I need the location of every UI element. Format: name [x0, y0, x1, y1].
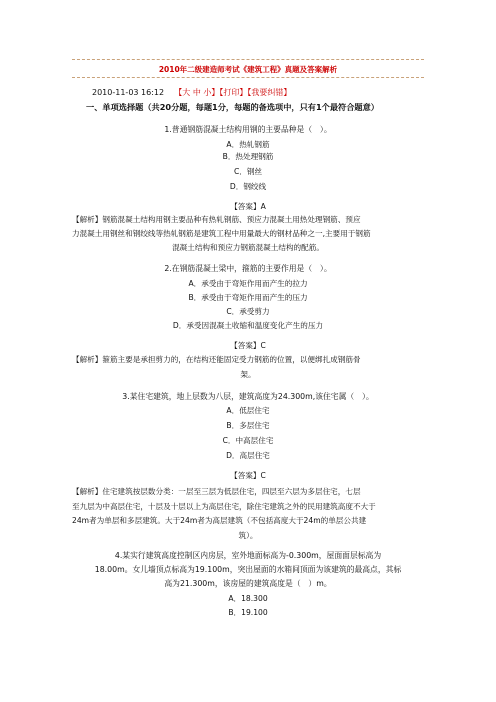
question-2-option-c: C．承受剪力 — [226, 307, 270, 316]
question-1-option-a: A．热轧钢筋 — [226, 140, 270, 149]
font-size-bracket-close: 】 — [211, 88, 220, 97]
question-3-answer: 【答案】C — [230, 471, 266, 480]
question-1-analysis-line: 【解析】钢筋混凝土结构用钢主要品种有热轧钢筋、预应力混凝土用热处理钢筋、预应 — [72, 215, 361, 224]
title-dashed-rule — [72, 77, 424, 78]
question-4-stem-line: 4.某实行建筑高度控制区内房层，室外地面标高为-0.300m，屋面面层标高为 — [114, 551, 382, 560]
question-2-analysis-line: 【解析】箍筋主要是承担剪力的，在结构还能固定受力钢筋的位置，以便绑扎成钢筋骨 — [72, 355, 361, 364]
question-4-option-a: A．18.300 — [228, 594, 268, 603]
question-2-stem: 2.在钢筋混凝土梁中，箍筋的主要作用是（ ）。 — [164, 264, 332, 273]
question-3-option-c: C．中高层住宅 — [222, 436, 274, 445]
question-3-stem: 3.某住宅建筑，地上层数为八层，建筑高度为24.300m,该住宅属（ ）。 — [122, 392, 374, 401]
question-2-option-d: D．承受因混凝土收缩和温度变化产生的压力 — [172, 321, 324, 330]
question-4-option-b: B．19.100 — [228, 608, 268, 617]
question-4-stem-line: 高为21.300m，该房屋的建筑高度是（ ）m。 — [164, 579, 332, 588]
top-dashed-rule — [72, 59, 424, 60]
question-4-stem-line: 18.00m。女儿墙顶点标高为19.100m，突出屋面的水箱间顶面为该建筑的最高点，其标 — [94, 565, 402, 574]
question-1-answer: 【答案】A — [230, 202, 266, 211]
question-3-analysis-line: 筑）。 — [238, 531, 258, 540]
question-2-option-b: B．承受由于弯矩作用而产生的压力 — [188, 293, 308, 302]
question-1-analysis-line: 力混凝土用钢丝和钢绞线等热轧钢筋是建筑工程中用量最大的钢材品种之一,主要用于钢筋 — [72, 229, 371, 238]
article-meta — [92, 87, 291, 98]
question-2-analysis-line: 架。 — [240, 370, 256, 379]
font-size-small-link[interactable]: 小 — [203, 88, 212, 97]
font-size-large-link[interactable]: 大 — [182, 88, 191, 97]
section-heading: 一、单项选择题（共20分题，每题1分，每题的备选项中，只有1个最符合题意） — [86, 102, 379, 112]
question-3-analysis-line: 24m者为单层和多层建筑。大于24m者为高层建筑（不包括高度大于24m的单层公共建 — [72, 516, 367, 525]
report-error-link[interactable]: 【我要纠错】 — [247, 88, 292, 97]
question-1-stem: 1.普通钢筋混凝土结构用钢的主要品种是（ ）。 — [164, 125, 332, 134]
question-1-option-d: D．钢绞线 — [229, 182, 267, 191]
font-size-bracket-open: 【 — [174, 88, 183, 97]
page-title: 2010年二级建造师考试《建筑工程》真题及答案解析 — [158, 65, 338, 74]
question-1-option-b: B．热处理钢筋 — [222, 152, 274, 161]
question-1-analysis-line: 混凝土结构和预应力钢筋混凝土结构的配筋。 — [172, 243, 324, 252]
font-size-medium-link[interactable]: 中 — [192, 88, 201, 97]
publish-datetime: 2010-11-03 16:12 — [92, 88, 165, 97]
print-link[interactable]: 【打印】 — [219, 88, 248, 97]
question-3-option-b: B．多层住宅 — [226, 421, 270, 430]
question-2-answer: 【答案】C — [230, 341, 266, 350]
question-3-option-a: A．低层住宅 — [226, 406, 270, 415]
question-3-analysis-line: 【解析】住宅建筑按层数分类：一层至三层为低层住宅，四层至六层为多层住宅，七层 — [72, 487, 361, 496]
question-2-option-a: A．承受由于弯矩作用而产生的拉力 — [188, 279, 308, 288]
question-3-analysis-line: 至九层为中高层住宅，十层及十层以上为高层住宅，除住宅建筑之外的民用建筑高度不大于 — [72, 502, 376, 511]
question-1-option-c: C．钢丝 — [233, 167, 263, 176]
question-3-option-d: D．高层住宅 — [226, 451, 270, 460]
